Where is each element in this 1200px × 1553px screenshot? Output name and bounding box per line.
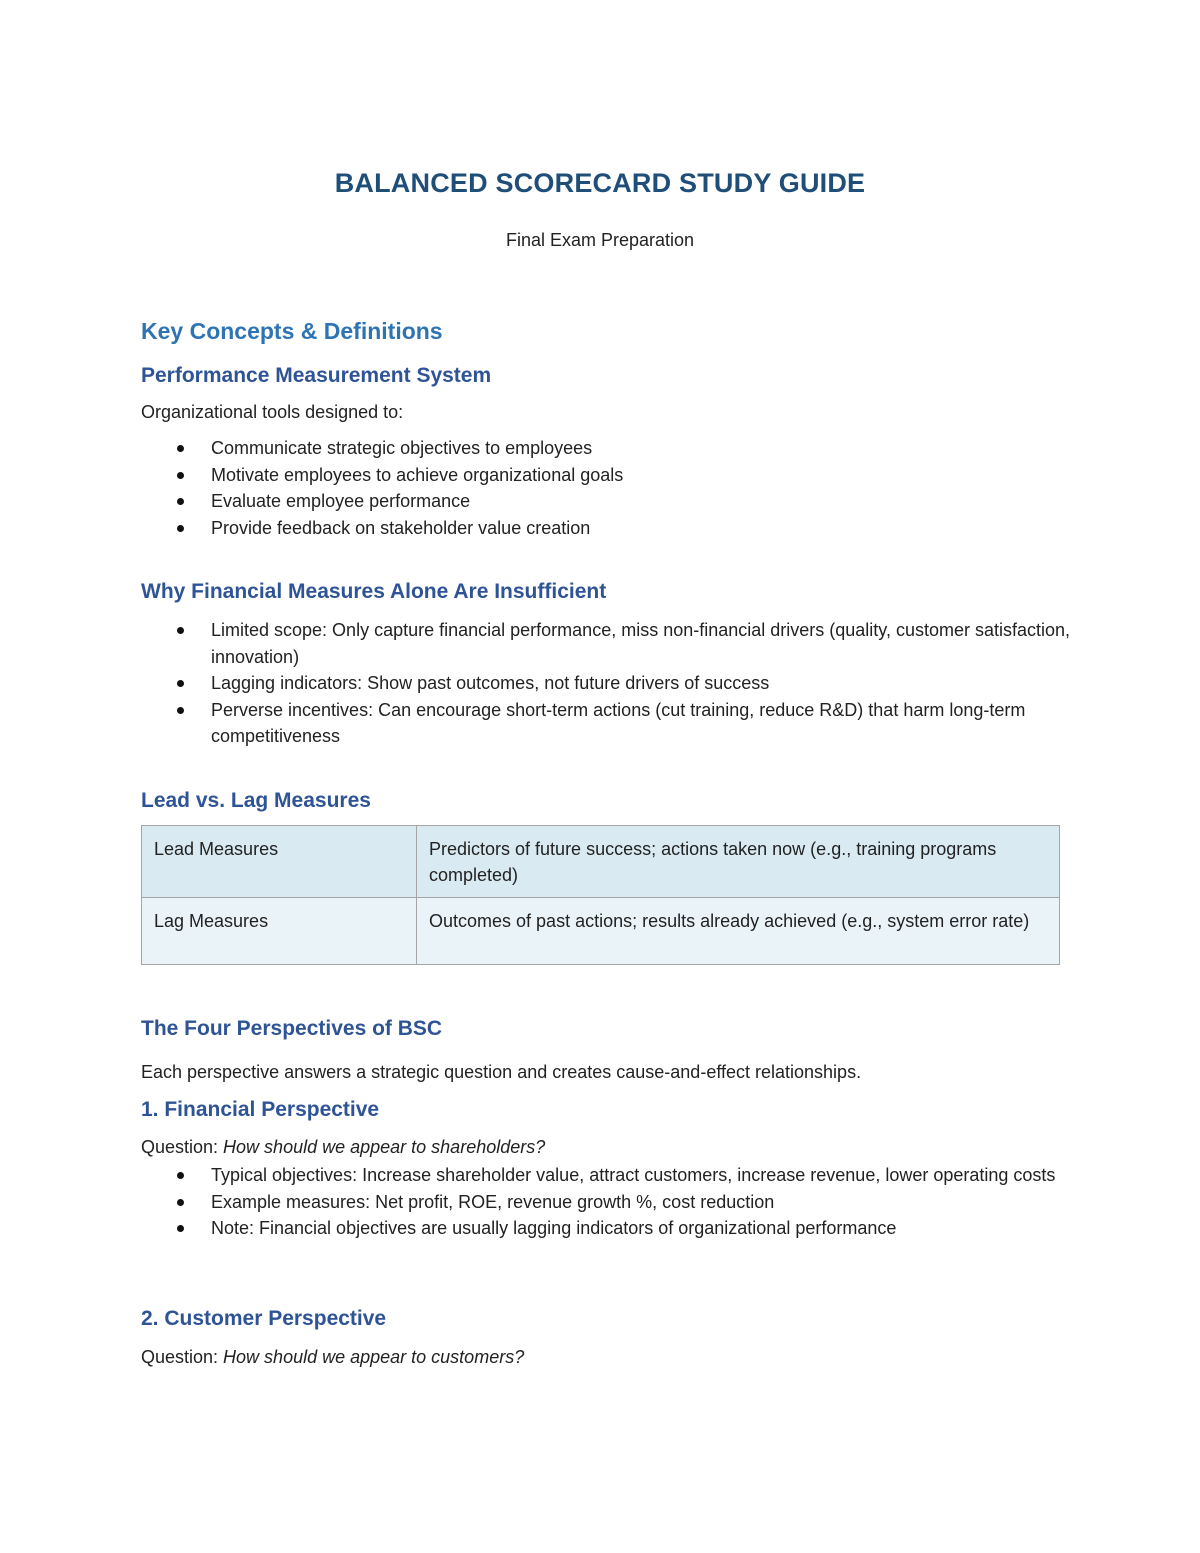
question-text: How should we appear to customers? bbox=[223, 1347, 525, 1367]
list-item: Evaluate employee performance bbox=[0, 488, 1071, 515]
list-item: Provide feedback on stakeholder value creation bbox=[0, 515, 1071, 542]
list-item: Note: Financial objectives are usually lagging indicators of organizational performance bbox=[0, 1215, 1071, 1242]
list-item: Example measures: Net profit, ROE, revenue growth %, cost reduction bbox=[0, 1189, 1071, 1216]
list-item: Lagging indicators: Show past outcomes, not future drivers of success bbox=[0, 670, 1071, 697]
financial-question bbox=[141, 1137, 545, 1158]
table-cell-definition: Outcomes of past actions; results already achieved (e.g., system error rate) bbox=[417, 898, 1060, 965]
list-item: Limited scope: Only capture financial performance, miss non-financial drivers (quality, customer satisfaction, innovation) bbox=[0, 617, 1071, 670]
pms-intro: Organizational tools designed to: bbox=[141, 402, 404, 422]
lead-lag-table bbox=[141, 825, 1060, 965]
list-item: Motivate employees to achieve organizational goals bbox=[0, 462, 1071, 489]
heading-financial-perspective: 1. Financial Perspective bbox=[141, 1098, 380, 1121]
table-row bbox=[142, 826, 1060, 898]
table-cell-definition: Predictors of future success; actions taken now (e.g., training programs completed) bbox=[417, 826, 1060, 898]
heading-customer-perspective: 2. Customer Perspective bbox=[141, 1307, 387, 1330]
question-text: How should we appear to shareholders? bbox=[223, 1137, 546, 1157]
table-cell-term: Lead Measures bbox=[142, 826, 417, 898]
heading-four-perspectives: The Four Perspectives of BSC bbox=[141, 1017, 443, 1040]
list-item: Typical objectives: Increase shareholder value, attract customers, increase revenue, lower operating costs bbox=[0, 1162, 1071, 1189]
heading-why-financial-insufficient: Why Financial Measures Alone Are Insufficient bbox=[141, 580, 607, 603]
heading-performance-measurement-system: Performance Measurement System bbox=[141, 364, 492, 387]
list-item: Perverse incentives: Can encourage short-term actions (cut training, reduce R&D) that harm long-term competitiveness bbox=[0, 697, 1071, 750]
perspectives-intro: Each perspective answers a strategic question and creates cause-and-effect relationships. bbox=[141, 1062, 862, 1082]
heading-key-concepts: Key Concepts & Definitions bbox=[141, 318, 443, 344]
customer-question bbox=[141, 1347, 524, 1368]
document-title: BALANCED SCORECARD STUDY GUIDE bbox=[334, 168, 866, 198]
question-label: Question: bbox=[141, 1137, 224, 1157]
financial-bullet-list bbox=[0, 1162, 1200, 1242]
table-cell-term: Lag Measures bbox=[142, 898, 417, 965]
document-subtitle: Final Exam Preparation bbox=[505, 230, 695, 250]
why-bullet-list bbox=[0, 617, 1200, 750]
heading-lead-vs-lag: Lead vs. Lag Measures bbox=[141, 789, 371, 812]
pms-bullet-list bbox=[0, 435, 1200, 541]
question-label: Question: bbox=[141, 1347, 224, 1367]
table-row bbox=[142, 898, 1060, 965]
list-item: Communicate strategic objectives to employees bbox=[0, 435, 1071, 462]
